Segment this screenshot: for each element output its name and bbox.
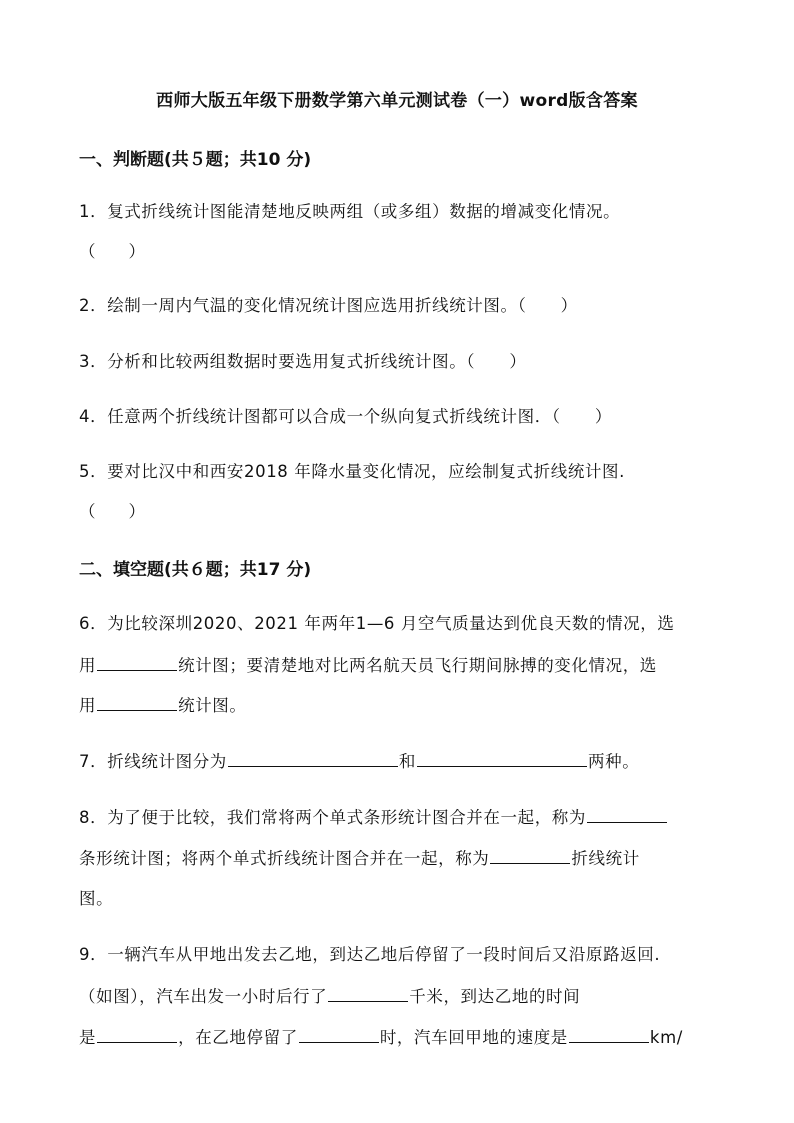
question-8-line-2-end: 折线统计	[571, 849, 640, 868]
question-7-start: 7．折线统计图分为	[79, 752, 227, 771]
question-6-line-2-end: 统计图；要清楚地对比两名航天员飞行期间脉搏的变化情况，选	[178, 656, 657, 675]
question-8-blank-1[interactable]	[587, 806, 667, 823]
question-9-line-2-start: （如图），汽车出发一小时后行了	[79, 987, 328, 1006]
question-5-answer-paren[interactable]: （ ）	[79, 502, 145, 521]
question-5-text: 5．要对比汉中和西安2018 年降水量变化情况，应绘制复式折线统计图.	[79, 462, 625, 481]
question-4-text: 4．任意两个折线统计图都可以合成一个纵向复式折线统计图．（ ）	[79, 407, 612, 426]
question-3-text: 3．分析和比较两组数据时要选用复式折线统计图。（ ）	[79, 352, 527, 371]
question-9-line-2-end: 千米，到达乙地的时间	[409, 987, 581, 1006]
question-6-line-3-start: 用	[79, 696, 97, 715]
question-9-blank-4[interactable]	[569, 1026, 649, 1043]
question-9-line-1: 9．一辆汽车从甲地出发去乙地，到达乙地后停留了一段时间后又沿原路返回.	[79, 945, 661, 964]
document-title: 西师大版五年级下册数学第六单元测试卷（一）word版含答案	[156, 91, 638, 111]
question-6-line-2	[79, 652, 657, 676]
question-2-text: 2．绘制一周内气温的变化情况统计图应选用折线统计图。（ ）	[79, 296, 578, 315]
question-8-blank-2[interactable]	[490, 847, 570, 864]
question-1-text: 1．复式折线统计图能清楚地反映两组（或多组）数据的增减变化情况。	[79, 202, 621, 221]
question-7-blank-2[interactable]	[417, 750, 587, 767]
question-9-line-3-mid-1: ，在乙地停留了	[178, 1028, 298, 1047]
question-6-line-2-start: 用	[79, 656, 97, 675]
question-8-line-1-text: 8．为了便于比较，我们常将两个单式条形统计图合并在一起，称为	[79, 808, 586, 827]
question-6-line-1: 6．为比较深圳2020、2021 年两年1—6 月空气质量达到优良天数的情况，选	[79, 614, 675, 633]
question-9-line-2	[79, 983, 580, 1007]
section-heading-fill-in: 二、填空题(共６题；共17 分)	[79, 560, 312, 580]
section-heading-true-false: 一、判断题(共５题；共10 分)	[79, 150, 312, 170]
question-9-blank-2[interactable]	[97, 1026, 177, 1043]
question-9-line-3-mid-2: 时，汽车回甲地的速度是	[379, 1028, 568, 1047]
question-7-blank-1[interactable]	[228, 750, 398, 767]
question-6-line-3	[79, 692, 247, 716]
question-1-answer-paren[interactable]: （ ）	[79, 242, 145, 261]
question-7-line	[79, 748, 639, 772]
question-6-line-3-end: 统计图。	[178, 696, 247, 715]
question-7-middle: 和	[398, 752, 417, 771]
question-8-line-3: 图。	[79, 889, 114, 908]
question-8-line-2-start: 条形统计图；将两个单式折线统计图合并在一起，称为	[79, 849, 490, 868]
question-8-line-2	[79, 845, 640, 869]
question-9-line-3-unit: km/	[649, 1028, 683, 1047]
question-6-blank-1[interactable]	[97, 654, 177, 671]
question-9-line-3-start: 是	[79, 1028, 97, 1047]
question-9-line-3	[79, 1024, 683, 1048]
question-8-line-1	[79, 804, 668, 828]
question-9-blank-1[interactable]	[328, 985, 408, 1002]
question-9-blank-3[interactable]	[299, 1026, 379, 1043]
question-6-blank-2[interactable]	[97, 694, 177, 711]
question-7-end: 两种。	[588, 752, 640, 771]
